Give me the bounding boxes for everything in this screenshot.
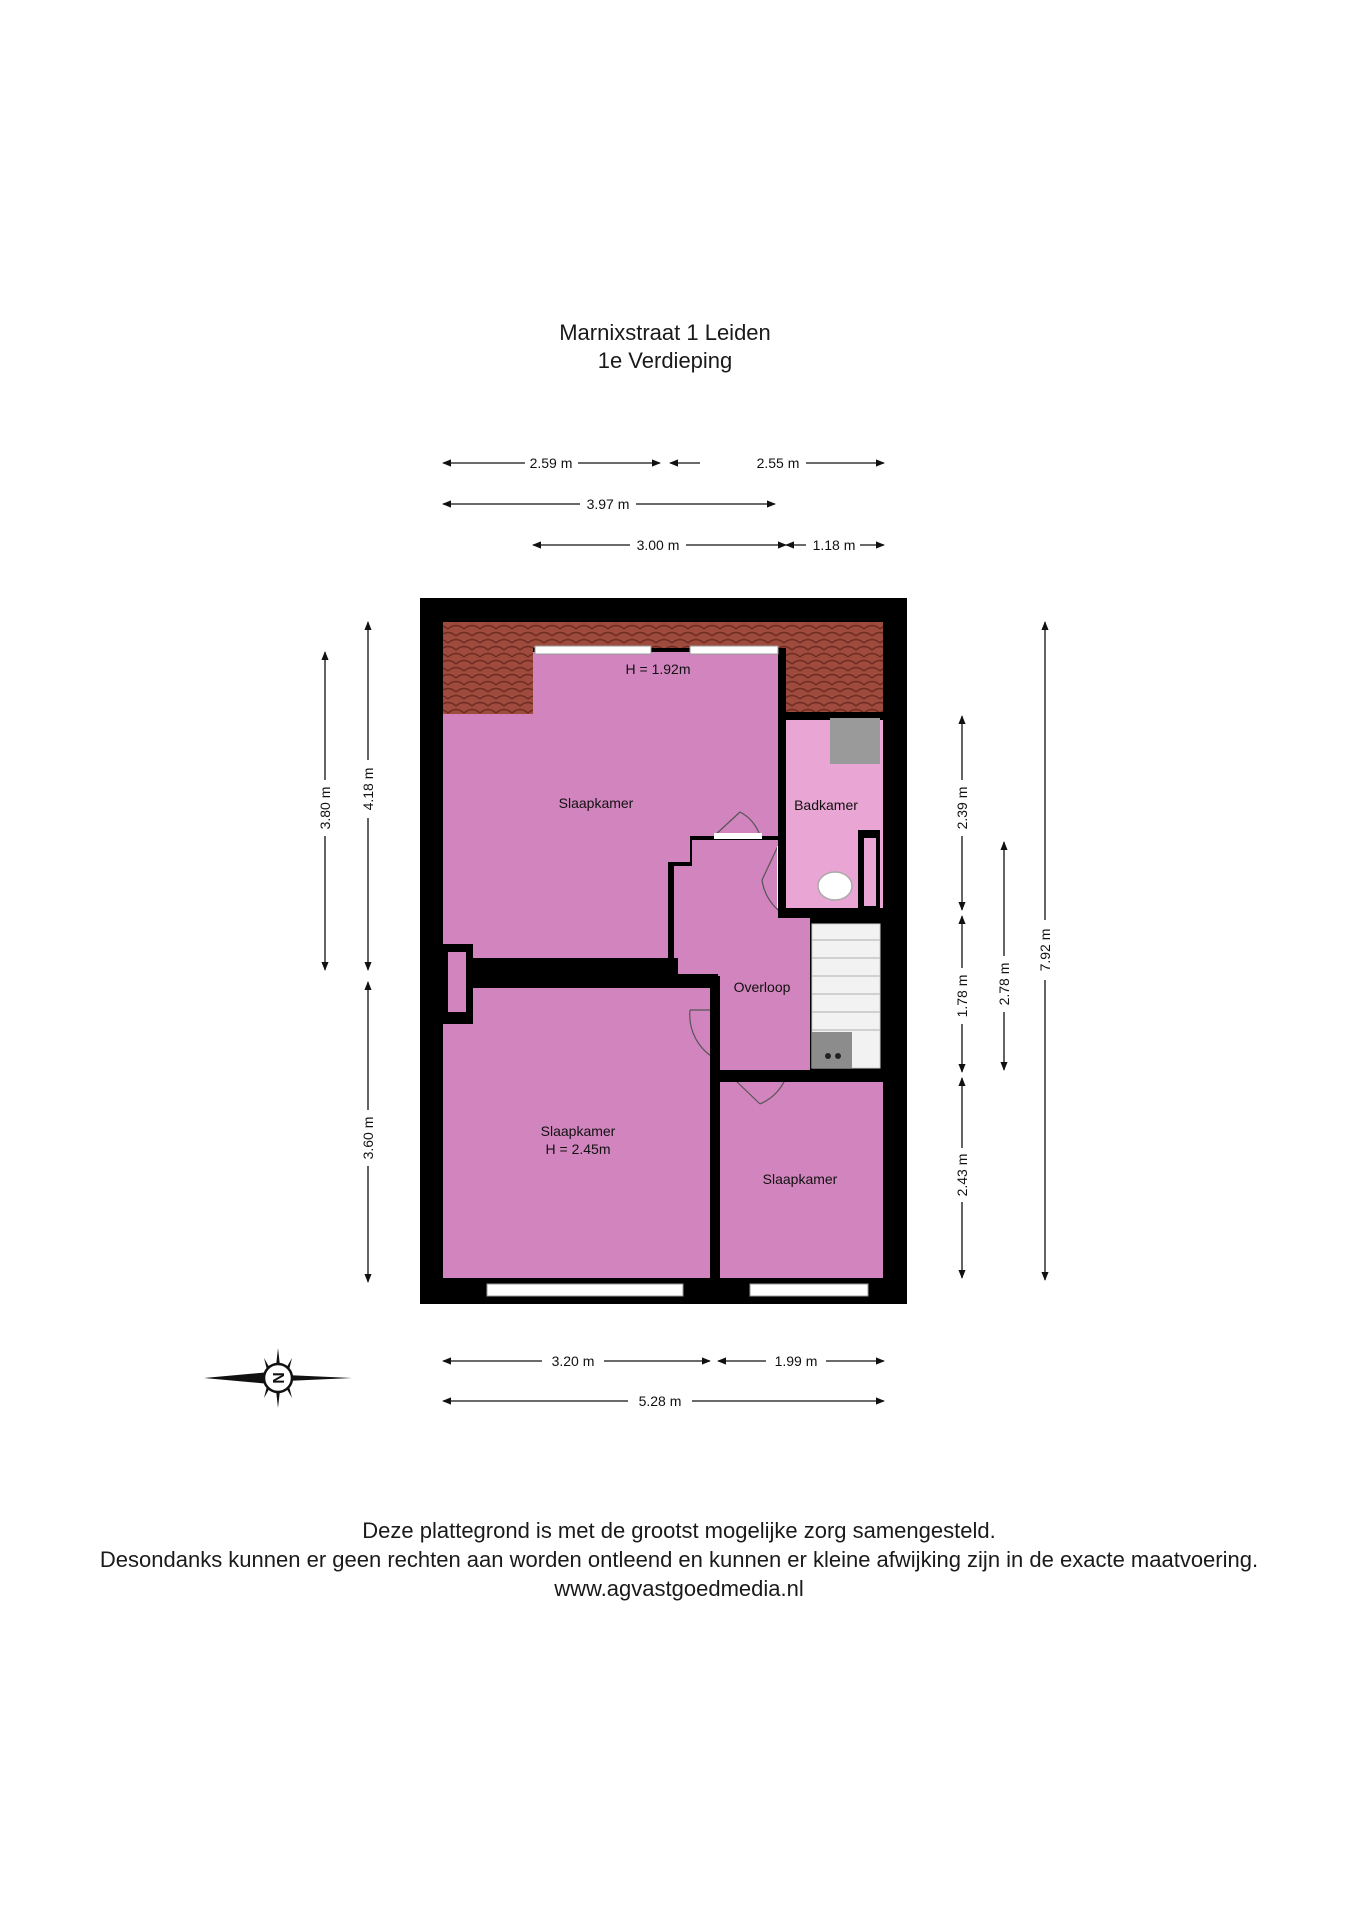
dim-right-3: 2.43 m bbox=[954, 1153, 970, 1197]
stair-box bbox=[812, 1032, 852, 1068]
label-slaapkamer-left: Slaapkamer bbox=[540, 1123, 616, 1139]
bath-nook-inner bbox=[864, 838, 876, 906]
dim-right-2: 1.78 m bbox=[954, 974, 970, 1018]
plan-title-floor: 1e Verdieping bbox=[597, 348, 733, 373]
dim-right-4: 2.78 m bbox=[996, 962, 1012, 1006]
dim-bottom-1b: 1.99 m bbox=[774, 1353, 818, 1369]
disclaimer bbox=[0, 1516, 1358, 1603]
plan-title-address: Marnixstraat 1 Leiden bbox=[559, 320, 771, 345]
dim-bottom-2: 5.28 m bbox=[638, 1393, 682, 1409]
label-slaapkamer-right: Slaapkamer bbox=[762, 1171, 838, 1187]
label-attic-height: H = 1.92m bbox=[625, 661, 691, 677]
dim-left-2: 4.18 m bbox=[360, 767, 376, 811]
label-slaapkamer-top: Slaapkamer bbox=[558, 795, 634, 811]
dim-top-1b: 2.55 m bbox=[756, 455, 800, 471]
dim-right-5: 7.92 m bbox=[1037, 928, 1053, 972]
roof-tiles-right bbox=[786, 622, 883, 712]
wall-nook-left-inner bbox=[448, 952, 466, 1012]
dim-top-2: 3.97 m bbox=[586, 496, 630, 512]
dim-left-1: 3.80 m bbox=[317, 786, 333, 830]
dim-top-3a: 3.00 m bbox=[636, 537, 680, 553]
dim-right-1: 2.39 m bbox=[954, 786, 970, 830]
dim-top-3b: 1.18 m bbox=[812, 537, 856, 553]
dim-bottom-1a: 3.20 m bbox=[551, 1353, 595, 1369]
disclaimer-line-2: Desondanks kunnen er geen rechten aan worden ontleend en kunnen er kleine afwijking zijn in de exacte maatvoering. bbox=[99, 1547, 1259, 1572]
dim-left-3: 3.60 m bbox=[360, 1116, 376, 1160]
dim-top-1a: 2.59 m bbox=[529, 455, 573, 471]
label-badkamer: Badkamer bbox=[794, 797, 858, 813]
label-overloop: Overloop bbox=[733, 979, 791, 995]
stair-box-knob bbox=[825, 1053, 831, 1059]
stair-box-knob bbox=[835, 1053, 841, 1059]
bath-fixture bbox=[830, 718, 880, 764]
toilet-icon bbox=[818, 872, 852, 900]
disclaimer-url: www.agvastgoedmedia.nl bbox=[554, 1576, 804, 1601]
roof-tiles-left bbox=[443, 622, 533, 714]
roof-tiles-top bbox=[533, 622, 786, 648]
north-arrow-icon bbox=[204, 1348, 352, 1408]
label-slaapkamer-left-height: H = 2.45m bbox=[545, 1141, 611, 1157]
disclaimer-line-1: Deze plattegrond is met de grootst mogelijke zorg samengesteld. bbox=[362, 1518, 996, 1543]
compass-letter: N bbox=[271, 1372, 288, 1384]
window-bottom bbox=[487, 1284, 868, 1296]
